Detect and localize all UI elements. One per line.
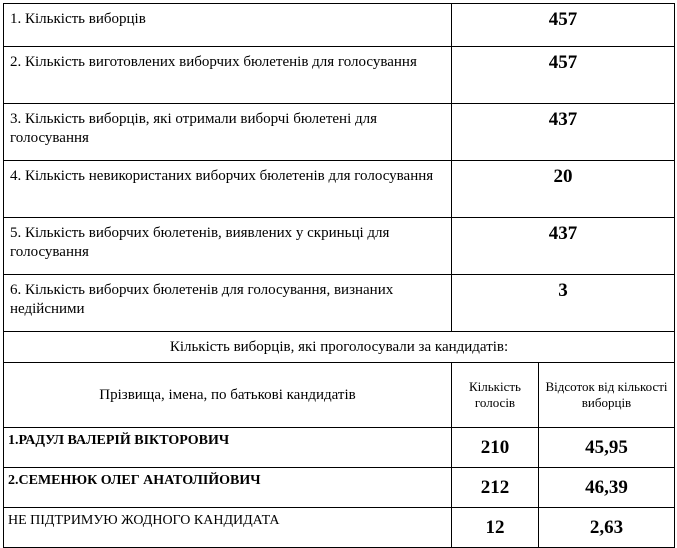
- summary-row: [4, 104, 675, 161]
- summary-label: 1. Кількість виборців: [4, 4, 452, 47]
- column-header-percent: Відсоток від кількості виборців: [539, 363, 675, 428]
- candidate-name: 2.СЕМЕНЮК ОЛЕГ АНАТОЛІЙОВИЧ: [4, 468, 452, 508]
- summary-label: 4. Кількість невикористаних виборчих бюлетенів для голосування: [4, 161, 452, 218]
- election-results-table: [3, 3, 675, 548]
- column-header-votes: Кількість голосів: [452, 363, 539, 428]
- summary-row: [4, 4, 675, 47]
- candidate-votes: 212: [452, 468, 539, 508]
- candidate-votes: 12: [452, 508, 539, 548]
- section-title-row: [4, 332, 675, 363]
- candidate-row: [4, 468, 675, 508]
- section-title: Кількість виборців, які проголосували за кандидатів:: [4, 332, 675, 363]
- candidate-votes: 210: [452, 428, 539, 468]
- summary-value: 437: [452, 104, 675, 161]
- candidate-name: 1.РАДУЛ ВАЛЕРІЙ ВІКТОРОВИЧ: [4, 428, 452, 468]
- summary-row: [4, 218, 675, 275]
- summary-label: 5. Кількість виборчих бюлетенів, виявлених у скриньці для голосування: [4, 218, 452, 275]
- candidate-percent: 46,39: [539, 468, 675, 508]
- summary-value: 457: [452, 47, 675, 104]
- column-header-name: Прізвища, імена, по батькові кандидатів: [4, 363, 452, 428]
- candidates-header-row: [4, 363, 675, 428]
- summary-label: 6. Кількість виборчих бюлетенів для голосування, визнаних недійсними: [4, 275, 452, 332]
- candidate-percent: 2,63: [539, 508, 675, 548]
- summary-value: 437: [452, 218, 675, 275]
- summary-row: [4, 275, 675, 332]
- summary-label: 2. Кількість виготовлених виборчих бюлетенів для голосування: [4, 47, 452, 104]
- candidate-percent: 45,95: [539, 428, 675, 468]
- summary-value: 20: [452, 161, 675, 218]
- summary-value: 3: [452, 275, 675, 332]
- summary-row: [4, 161, 675, 218]
- candidate-name: НЕ ПІДТРИМУЮ ЖОДНОГО КАНДИДАТА: [4, 508, 452, 548]
- candidate-row: [4, 428, 675, 468]
- summary-label: 3. Кількість виборців, які отримали виборчі бюлетені для голосування: [4, 104, 452, 161]
- summary-value: 457: [452, 4, 675, 47]
- summary-row: [4, 47, 675, 104]
